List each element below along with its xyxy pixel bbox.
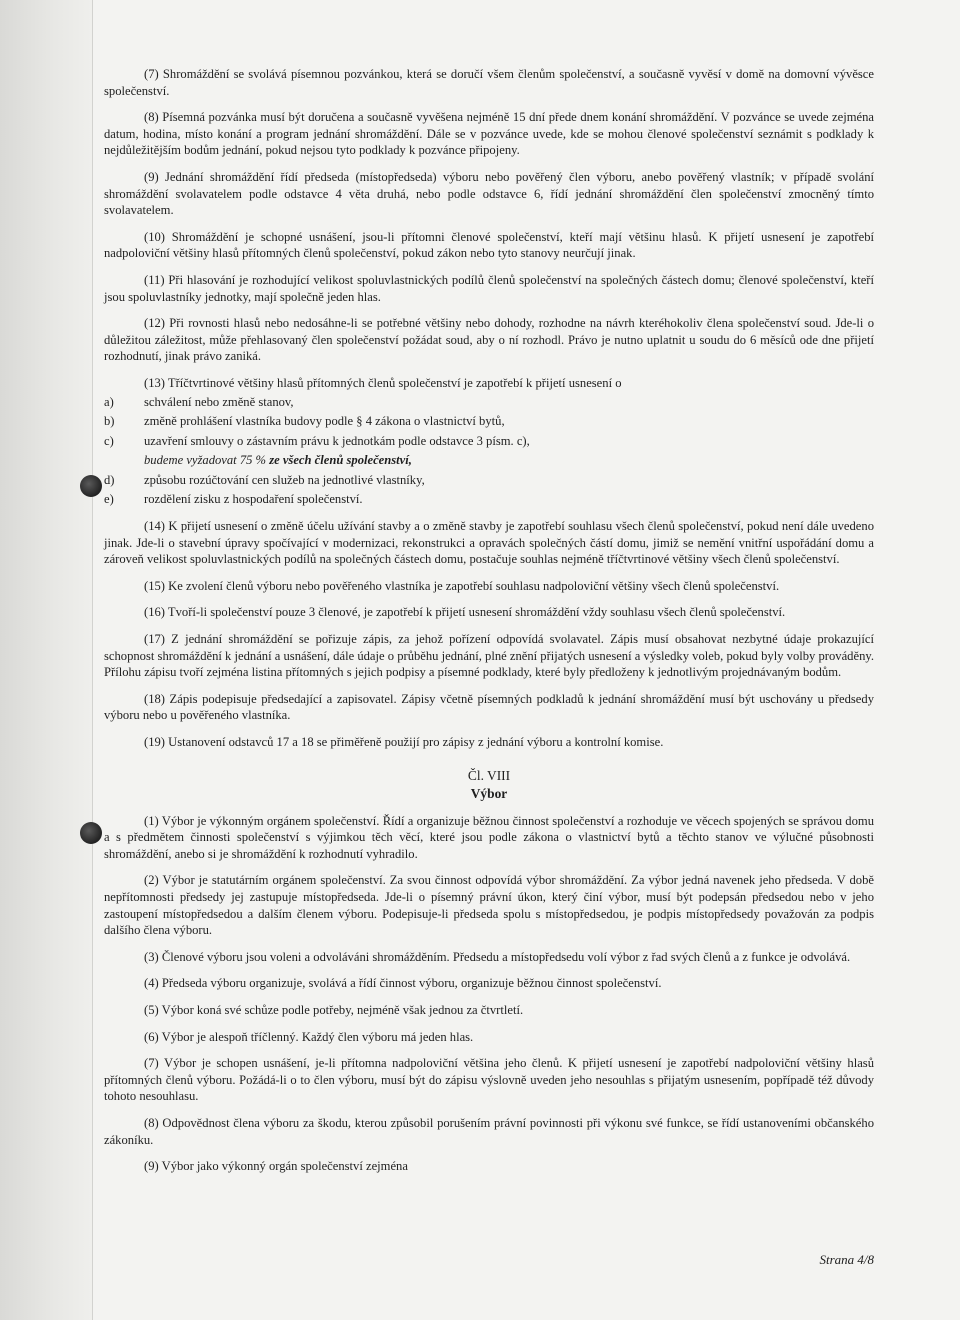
paragraph-11: (11) Při hlasování je rozhodující velikost spoluvlastnických podílů členů společenství na společných částech domu; členové společenství, kteří jsou spoluvlastníky jednotky, mají společně jeden hlas.	[104, 272, 874, 304]
committee-paragraph-4: (4) Předseda výboru organizuje, svolává a řídí činnost výboru, organizuje běžnou činnost společenství.	[144, 976, 662, 991]
list-item	[104, 394, 874, 411]
paragraph-17: (17) Z jednání shromáždění se pořizuje zápis, za jehož pořízení odpovídá svolavatel. Zápis musí obsahovat nezbytné údaje prokazující schopnost shromáždění k jednání a usnášení, dále údaje o průběhu jednání, plné znění přijatých usnesení a výsledky voleb, pokud byly volby prováděny. Přílohu zápisu tvoří zejména listina přítomných s jejich podpisy a písemné podklady, které byly předloženy k jednotlivým projednávaným bodům.	[104, 632, 874, 680]
paragraph-18: (18) Zápis podepisuje předsedající a zapisovatel. Zápisy včetně písemných podkladů k jednání shromáždění musí být uschovány u předsedy výboru nebo u pověřeného vlastníka.	[104, 691, 874, 723]
committee-paragraph-8: (8) Odpovědnost člena výboru za škodu, kterou způsobil porušením právní povinnosti při výkonu své funkce, se řídí ustanoveními občanského zákoníku.	[104, 1115, 874, 1147]
list-item-label: a)	[104, 394, 114, 409]
document-page	[104, 66, 874, 1185]
page-number: Strana 4/8	[819, 1252, 874, 1267]
committee-paragraph-3: (3) Členové výboru jsou voleni a odvoláváni shromážděním. Předsedu a místopředsedu volí výbor z řad svých členů a z funkce je odvolává.	[144, 949, 851, 964]
list-item	[104, 413, 874, 430]
paragraph-12: (12) Při rovnosti hlasů nebo nedosáhne-li se potřebné většiny nebo dohody, rozhodne na návrh kteréhokoliv člena společenství soud. Jde-li o důležitou záležitost, může přehlasovaný člen společenství požádat soud, aby o ní rozhodl. Právo je nutno uplatnit u soudu do 6 měsíců ode dne přijetí rozhodnutí, jinak právo zaniká.	[104, 316, 874, 364]
section-number: Čl. VIII	[467, 767, 511, 783]
section-heading	[104, 767, 874, 803]
list-item	[104, 472, 874, 489]
list-item-text: uzavření smlouvy o zástavním právu k jednotkám podle odstavce 3 písm. c),	[144, 433, 530, 448]
list-item	[104, 491, 874, 508]
list-item-text: způsobu rozúčtování cen služeb na jednotlivé vlastníky,	[144, 472, 425, 487]
paragraph-7: (7) Shromáždění se svolává písemnou pozvánkou, která se doručí všem členům společenství, a současně vyvěsí v domě na domovní vývěsce společenství.	[104, 67, 874, 98]
committee-paragraph-2: (2) Výbor je statutárním orgánem společenství. Za svou činnost odpovídá výbor shromáždění. Za výbor jedná navenek jeho předseda. V době nepřítomnosti předsedy jej zastupuje místopředseda. Jde-li o písemný právní úkon, který činí výbor, musí být podepsán předsedou nebo v jeho zastoupení místopředsedou a dalším členem výboru. Podepisuje-li předseda spolu s místopředsedou, je podpis místopředsedy považován za podpis dalšího člena výboru.	[104, 873, 874, 938]
list-item-label: c)	[104, 433, 114, 448]
punch-hole	[80, 475, 102, 497]
paragraph-19: (19) Ustanovení odstavců 17 a 18 se přiměřeně použijí pro zápisy z jednání výboru a kontrolní komise.	[144, 735, 664, 749]
list-item-label: b)	[104, 414, 115, 429]
committee-paragraph-6: (6) Výbor je alespoň tříčlenný. Každý člen výboru má jeden hlas.	[144, 1029, 474, 1044]
list-item	[104, 433, 874, 450]
paragraph-13: (13) Tříčtvrtinové většiny hlasů přítomných členů společenství je zapotřebí k přijetí usnesení o	[144, 375, 622, 390]
committee-paragraph-1: (1) Výbor je výkonným orgánem společenství. Řídí a organizuje běžnou činnost společenství a rozhoduje ve věcech spojených se správou domu a s předmětem činnosti společenství s výjimkou těch věcí, které jsou podle zákona o vlastnictví bytů a těchto stanov ve výlučné působnosti shromáždění, anebo si je shromáždění k rozhodnutí vyhradilo.	[104, 813, 874, 861]
list-item-label: e)	[104, 492, 114, 507]
list-item-label: d)	[104, 472, 115, 487]
punch-hole	[80, 822, 102, 844]
note-prefix: budeme vyžadovat 75 %	[144, 453, 270, 468]
list-13	[104, 394, 874, 509]
list-item-text: rozdělení zisku z hospodaření společenství.	[144, 492, 363, 507]
paragraph-14: (14) K přijetí usnesení o změně účelu užívání stavby a o změně stavby je zapotřebí souhlasu všech členů společenství, pokud není dále uvedeno jinak. Jde-li o stavební úpravy spočívající v modernizaci, rekonstrukci a opravách společných částí domu, jimiž se nemění vnitřní uspořádání domu a zároveň velikost spoluvlastnických podílů na společných částech domu, postačuje souhlas nejméně tříčtvrtinové většiny všech členů společenství.	[104, 519, 874, 567]
paragraph-8: (8) Písemná pozvánka musí být doručena a současně vyvěšena nejméně 15 dní přede dnem konání shromáždění. V pozvánce se uvede zejména datum, hodina, místo konání a program jednání shromáždění. Dále se v pozvánce uvede, kde se mohou členové společenství seznámit s podklady k nejdůležitějším bodům jednání, pokud nejsou tyto podklady k pozvánce připojeny.	[104, 110, 874, 158]
note-bold: ze všech členů společenství,	[269, 453, 412, 468]
list-item-text: schválení nebo změně stanov,	[144, 394, 294, 409]
paragraph-9: (9) Jednání shromáždění řídí předseda (místopředseda) výboru nebo pověřený člen výboru, anebo pověřený vlastník; v případě svolání shromáždění svolavatelem podle odstavce 4 věta druhá, nebo podle odstavce 6, řídí jednání shromáždění člen společenství zmocněný tímto svolavatelem.	[104, 169, 874, 218]
paragraph-15: (15) Ke zvolení členů výboru nebo pověřeného vlastníka je zapotřebí souhlasu nadpoloviční většiny všech členů společenství.	[144, 578, 780, 593]
committee-paragraph-7: (7) Výbor je schopen usnášení, je-li přítomna nadpoloviční většina jeho členů. K přijetí usnesení je zapotřebí nadpoloviční většiny hlasů přítomných členů výboru. Požádá-li o to člen výboru, musí být do zápisu výslovně uveden jeho nesouhlas s přijatým usnesením, popřípadě též důvody tohoto nesouhlasu.	[104, 1056, 874, 1104]
paragraph-10: (10) Shromáždění je schopné usnášení, jsou-li přítomni členové společenství, kteří mají většinu hlasů. K přijetí usnesení je zapotřebí nadpoloviční většiny hlasů přítomných členů společenství, pokud zákon nebo tyto stanovy neurčují jinak.	[104, 229, 874, 261]
committee-paragraph-5: (5) Výbor koná své schůze podle potřeby, nejméně však jednou za čtvrtletí.	[144, 1002, 524, 1017]
paragraph-16: (16) Tvoří-li společenství pouze 3 členové, je zapotřebí k přijetí usnesení shromáždění vždy souhlasu všech členů společenství.	[144, 605, 786, 620]
list-item-text: změně prohlášení vlastníka budovy podle § 4 zákona o vlastnictví bytů,	[144, 414, 505, 429]
binder-edge	[0, 0, 93, 1320]
committee-paragraph-9: (9) Výbor jako výkonný orgán společenství zejména	[144, 1159, 408, 1174]
handwritten-style-note	[104, 452, 874, 469]
section-title: Výbor	[470, 785, 508, 801]
